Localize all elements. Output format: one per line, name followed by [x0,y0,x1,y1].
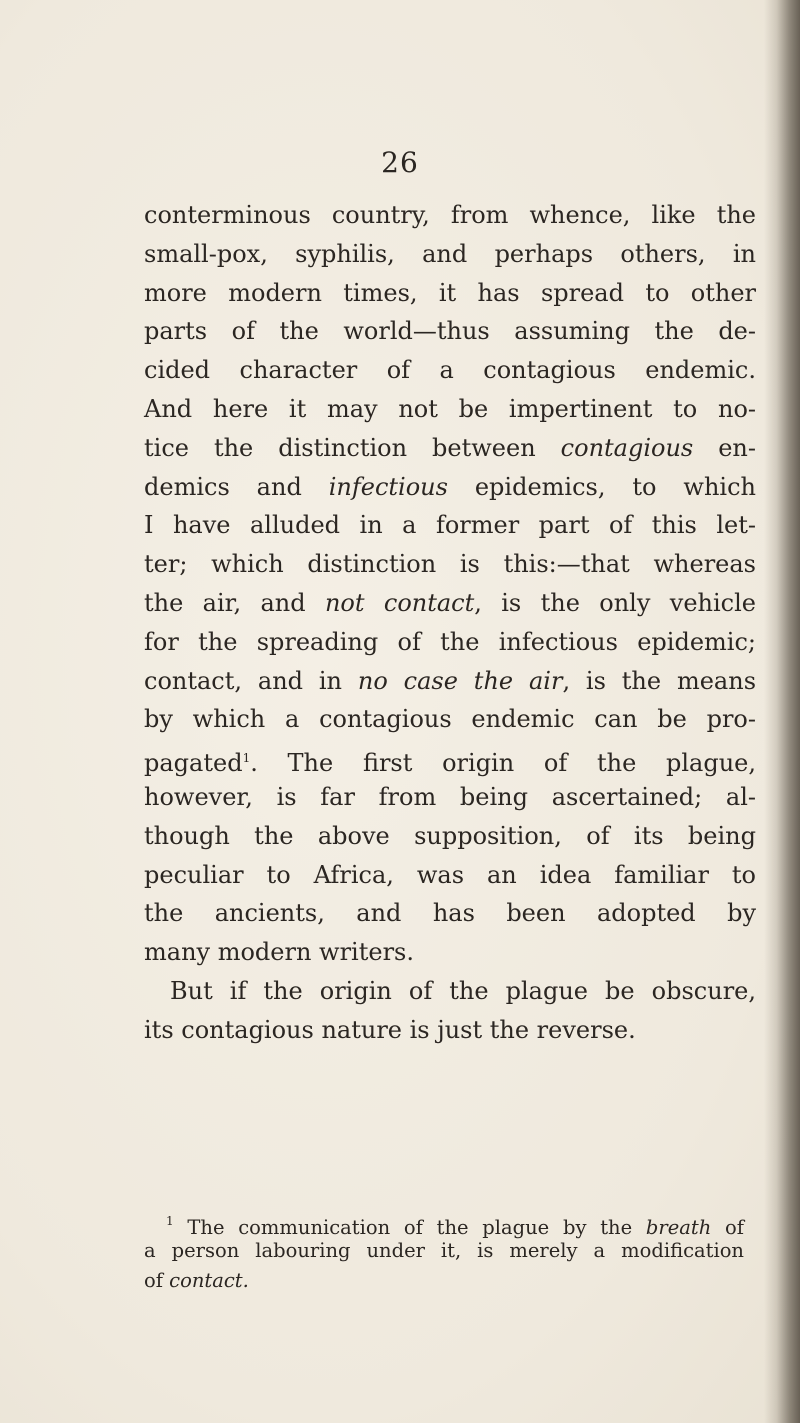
text-run: contact, and in [144,666,358,695]
text-line: its contagious nature is just the reverse. [144,1015,636,1044]
text-line [144,739,756,778]
emphasis-contagious: contagious [560,433,694,462]
text-line: for the spreading of the infectious epidemic; [144,627,756,656]
text-line [144,468,756,507]
text-line: But if the origin of the plague be obscure, [170,976,756,1005]
text-run: epidemics, to which [447,472,756,501]
text-line: more modern times, it has spread to other [144,278,756,307]
footnote-line [144,1206,744,1239]
text-run: demics and [144,472,329,501]
emphasis-infectious: infectious [328,472,448,501]
text-line: And here it may not be impertinent to no- [144,394,756,423]
text-run: tice the distinction between [144,433,561,462]
text-line [144,429,756,468]
text-line: I have alluded in a former part of this let- [144,511,756,540]
text-run: the air, and [144,588,325,617]
footnote-line [144,1266,744,1296]
text-line: small-pox, syphilis, and perhaps others, in [144,239,756,268]
text-line: though the above supposition, of its being [144,821,756,850]
body-text [144,196,756,1050]
footnote-text: of [144,1269,170,1292]
emphasis-breath: breath [645,1216,712,1239]
text-line [144,584,756,623]
emphasis-no-case-the-air: no case the air [357,666,563,695]
text-line: however, is far from being ascertained; al- [144,782,756,811]
text-line: the ancients, and has been adopted by [144,899,756,928]
page-number: 26 [381,146,419,179]
text-run: , is the means [562,666,757,695]
text-line: by which a contagious endemic can be pro- [144,705,756,734]
text-run: en- [693,433,756,462]
text-run: pagated [144,749,243,778]
text-run: , is the only vehicle [474,588,756,617]
text-line: parts of the world—thus assuming the de- [144,317,756,346]
text-line: cided character of a contagious endemic. [144,356,756,385]
text-line: many modern writers. [144,938,414,967]
text-line: ter; which distinction is this:—that whereas [144,550,756,579]
emphasis-contact: contact. [169,1269,249,1292]
binding-shadow [764,0,800,1423]
footnote-text: The communication of the plague by the [187,1216,646,1239]
text-line: conterminous country, from whence, like the [144,201,756,229]
text-line: peculiar to Africa, was an idea familiar to [144,860,756,889]
footnote-line: a person labouring under it, is merely a modification [144,1239,744,1262]
text-run: . The first origin of the plague, [250,749,756,778]
text-line [144,662,756,701]
footnote-text: of [711,1216,744,1239]
emphasis-not-contact: not contact [324,588,475,617]
footnote [144,1206,744,1296]
footnote-reference: 1 [242,751,251,766]
footnote-marker: 1 [166,1214,174,1228]
